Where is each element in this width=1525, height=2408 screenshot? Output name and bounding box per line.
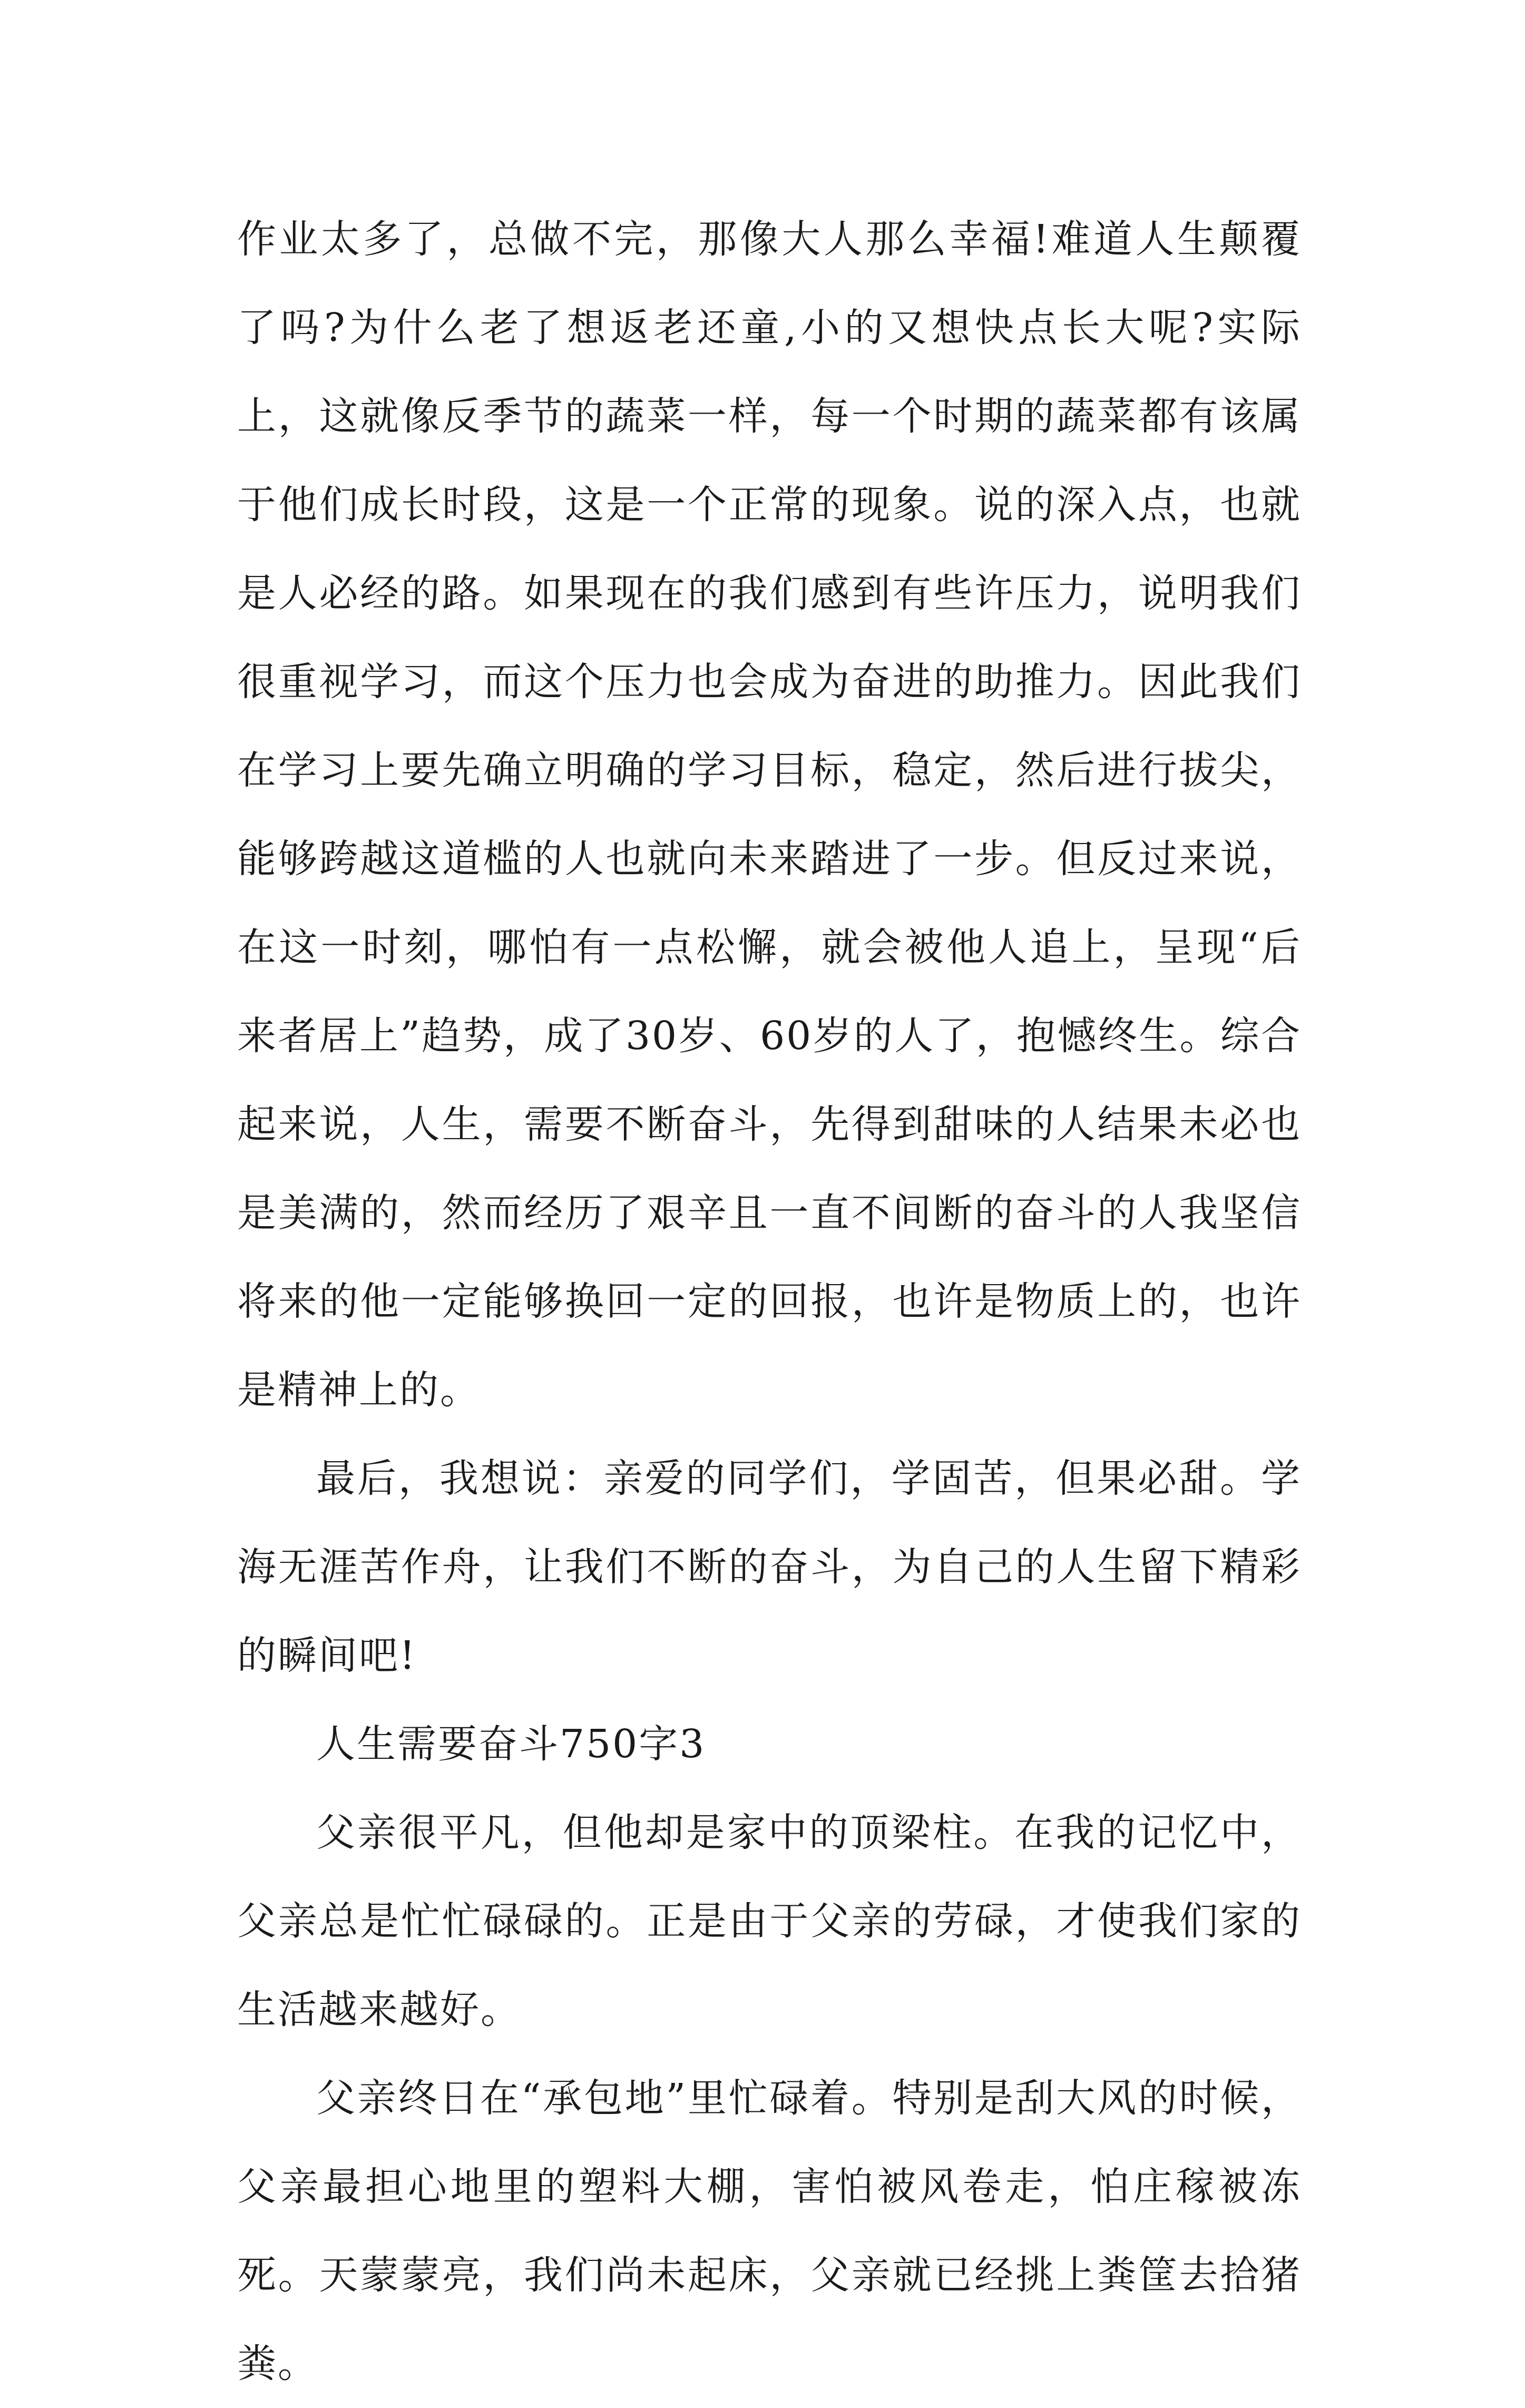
paragraph-1: 作业太多了，总做不完，那像大人那么幸福!难道人生颠覆了吗?为什么老了想返老还童,小的又想快点长大呢?实际上，这就像反季节的蔬菜一样，每一个时期的蔬菜都有该属于他们成长时段，这是一个正常的现象。说的深入点，也就是人必经的路。如果现在的我们感到有些许压力，说明我们很重视学习，而这个压力也会成为奋进的助推力。因此我们在学习上要先确立明确的学习目标，稳定，然后进行拔尖，能够跨越这道槛的人也就向未来踏进了一步。但反过来说，在这一时刻，哪怕有一点松懈，就会被他人追上，呈现“后来者居上”趋势，成了30岁、60岁的人了，抱憾终生。综合起来说，人生，需要不断奋斗，先得到甜味的人结果未必也是美满的，然而经历了艰辛且一直不间断的奋斗的人我坚信将来的他一定能够换回一定的回报，也许是物质上的，也许是精神上的。 — [237, 217, 1302, 1413]
paragraph-3: 父亲很平凡，但他却是家中的顶梁柱。在我的记忆中，父亲总是忙忙碌碌的。正是由于父亲的劳碌，才使我们家的生活越来越好。 — [237, 1810, 1302, 2032]
body-text — [237, 195, 1302, 2408]
section-heading: 人生需要奋斗750字3 — [316, 1721, 706, 1767]
paragraph-2: 最后，我想说：亲爱的同学们，学固苦，但果必甜。学海无涯苦作舟，让我们不断的奋斗，为自己的人生留下精彩的瞬间吧! — [237, 1456, 1302, 1678]
paragraph-4: 父亲终日在“承包地”里忙碌着。特别是刮大风的时候，父亲最担心地里的塑料大棚，害怕被风卷走，怕庄稼被冻死。天蒙蒙亮，我们尚未起床，父亲就已经挑上粪筐去拾猪粪。 — [237, 2076, 1302, 2386]
